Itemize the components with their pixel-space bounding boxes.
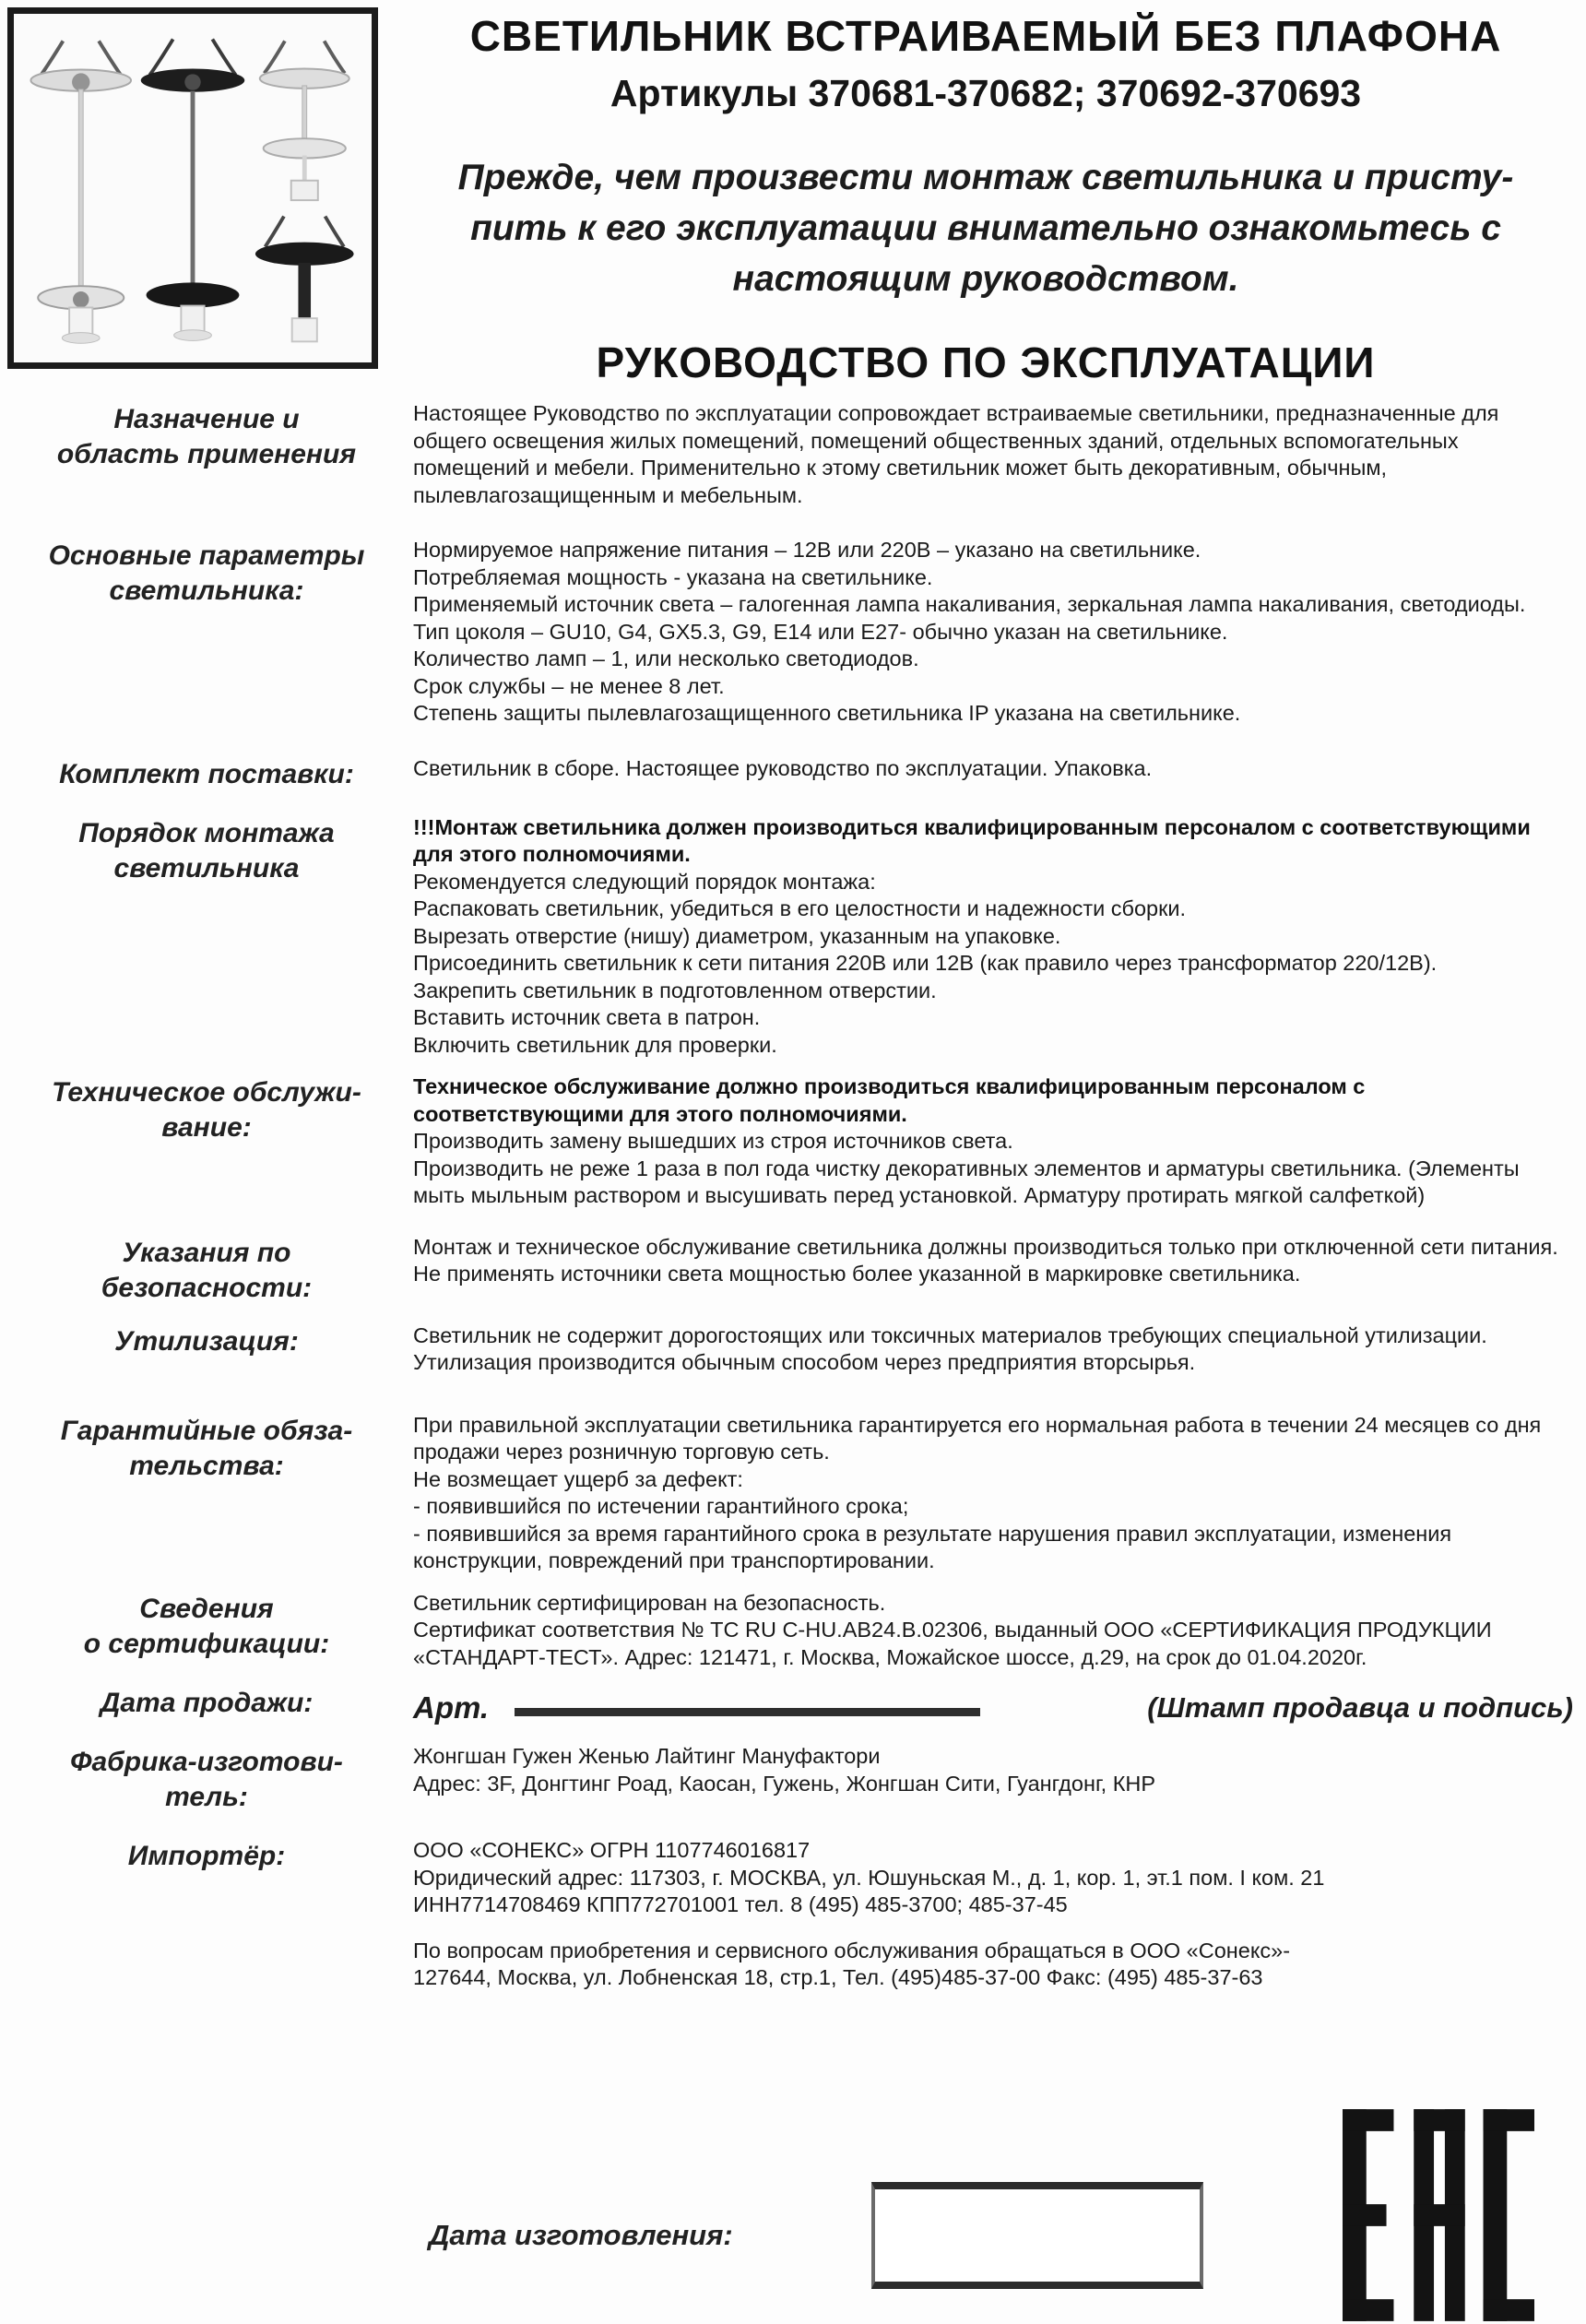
section-body xyxy=(413,1234,1586,1306)
sections xyxy=(0,400,1586,1992)
paragraph: Не возмещает ущерб за дефект: xyxy=(413,1466,743,1491)
section-label xyxy=(0,755,413,792)
section-body xyxy=(413,755,1586,792)
label-line: Указания по xyxy=(122,1237,291,1268)
section-safety xyxy=(0,1234,1586,1306)
paragraph: Нормируемое напряжение питания – 12В или 220В – указано на светильнике. xyxy=(413,538,1201,562)
section-label xyxy=(0,1938,413,1992)
intro-line: пить к его эксплуатации внимательно ознакомьтесь с xyxy=(470,208,1501,248)
label-line: Комплект поставки: xyxy=(59,758,354,789)
paragraph: По вопросам приобретения и сервисного обслуживания обращаться в ООО «Сонекс»- xyxy=(413,1938,1291,1962)
section-body xyxy=(413,1412,1586,1575)
paragraph: Жонгшан Гужен Женью Лайтинг Мануфактори xyxy=(413,1744,881,1768)
recessed-luminaires-image xyxy=(14,14,372,362)
section-importer xyxy=(0,1837,1586,1919)
section-body xyxy=(413,1743,1586,1815)
section-package xyxy=(0,755,1586,792)
intro-note xyxy=(398,152,1573,304)
paragraph: Юридический адрес: 117303, г. МОСКВА, ул. Юшуньская М., д. 1, кор. 1, эт.1 пом. I ком. 21 xyxy=(413,1865,1325,1890)
paragraph: Степень защиты пылевлагозащищенного светильника IP указана на светильнике. xyxy=(413,701,1241,725)
art-label: Арт. xyxy=(413,1690,490,1725)
paragraph: Вырезать отверстие (нишу) диаметром, указанным на упаковке. xyxy=(413,923,1061,948)
eac-mark-logo xyxy=(1343,2108,1534,2322)
manufacture-date-box xyxy=(871,2182,1203,2289)
section-body xyxy=(413,1322,1586,1377)
label-line: о сертификации: xyxy=(83,1628,330,1659)
paragraph: Светильник не содержит дорогостоящих или токсичных материалов требующих специальной утилизации. Утилизация производится обычным способом через предприятия вторсырья. xyxy=(413,1322,1487,1374)
section-mounting xyxy=(0,814,1586,1060)
section-factory xyxy=(0,1743,1586,1815)
paragraph: Потребляемая мощность - указана на светильнике. xyxy=(413,564,933,589)
paragraph: Светильник в сборе. Настоящее руководство по эксплуатации. Упаковка. xyxy=(413,755,1153,780)
paragraph: Адрес: 3F, Донгтинг Роад, Каосан, Гужень, Жонгшан Сити, Гуангдонг, КНР xyxy=(413,1771,1156,1796)
label-line: Утилизация: xyxy=(114,1325,299,1357)
paragraph: При правильной эксплуатации светильника гарантируется его нормальная работа в течении 24 месяцев со дня продажи через розничную торговую сеть. xyxy=(413,1412,1542,1464)
manufacture-date-label: Дата изготовления: xyxy=(429,2219,733,2251)
paragraph: Светильник сертифицирован на безопасность. xyxy=(413,1590,886,1615)
product-image-frame xyxy=(7,7,378,369)
label-line: область применения xyxy=(56,439,357,469)
section-body xyxy=(413,1837,1586,1919)
paragraph: Рекомендуется следующий порядок монтажа: xyxy=(413,869,876,894)
paragraph: Количество ламп – 1, или несколько светодиодов. xyxy=(413,646,919,670)
section-body xyxy=(413,1938,1586,1992)
paragraph: Включить светильник для проверки. xyxy=(413,1032,777,1057)
section-purpose xyxy=(0,400,1586,509)
section-label xyxy=(0,1234,413,1306)
paragraph: Производить замену вышедших из строя источников света. xyxy=(413,1129,1013,1153)
paragraph-bold: !!!Монтаж светильника должен производиться квалифицированным персоналом с соответствующими для этого полномочиями. xyxy=(413,814,1531,866)
section-body xyxy=(413,1073,1586,1210)
section-warranty xyxy=(0,1412,1586,1575)
label-line: Порядок монтажа xyxy=(78,817,335,848)
section-sale-date xyxy=(0,1684,1586,1725)
manual-heading: РУКОВОДСТВО ПО ЭКСПЛУАТАЦИИ xyxy=(596,338,1376,386)
section-label xyxy=(0,1322,413,1377)
paragraph: Сертификат соответствия № ТС RU C-HU.АВ24.В.02306, выданный ООО «СЕРТИФИКАЦИЯ ПРОДУКЦИИ «СТАНДАРТ-ТЕСТ». Адрес: 121471, г. Москва, Можайское шоссе, д.29, на срок до 01.04.2020г. xyxy=(413,1618,1492,1669)
paragraph: Распаковать светильник, убедиться в его целостности и надежности сборки. xyxy=(413,896,1187,920)
label-line: Импортёр: xyxy=(127,1841,286,1871)
section-body xyxy=(413,400,1586,509)
header-text xyxy=(378,7,1586,387)
section-body xyxy=(413,1590,1586,1672)
label-line: Основные параметры xyxy=(48,540,365,571)
paragraph: Закрепить светильник в подготовленном отверстии. xyxy=(413,978,937,1002)
label-line: светильника: xyxy=(109,575,304,606)
section-label xyxy=(0,1743,413,1815)
section-label xyxy=(0,400,413,509)
label-line: Техническое обслужи- xyxy=(52,1077,361,1108)
eac-mark-icon xyxy=(1343,2108,1534,2322)
label-line: тельства: xyxy=(129,1450,284,1481)
paragraph-bold: Техническое обслуживание должно производиться квалифицированным персоналом с соответствующими для этого полномочиями. xyxy=(413,1074,1366,1126)
section-body xyxy=(413,537,1586,728)
intro-line: настоящим руководством. xyxy=(732,259,1239,299)
label-line: Сведения xyxy=(139,1593,274,1624)
section-service-contact xyxy=(0,1938,1586,1992)
paragraph: ИНН7714708469 КПП772701001 тел. 8 (495) 485-3700; 485-37-45 xyxy=(413,1892,1068,1916)
section-label xyxy=(0,1837,413,1919)
intro-line: Прежде, чем произвести монтаж светильника и присту- xyxy=(457,158,1514,197)
paragraph: Монтаж и техническое обслуживание светильника должны производиться только при отключенной сети питания. xyxy=(413,1234,1558,1259)
paragraph: - появившийся за время гарантийного срока в результате нарушения правил эксплуатации, изменения конструкции, повреждений при транспортировании. xyxy=(413,1521,1452,1572)
paragraph: Настоящее Руководство по эксплуатации сопровождает встраиваемые светильники, предназначенные для общего освещения жилых помещений, помещений общественных зданий, отдельных вспомогательных помещений и мебели. Применительно к этому светильник может быть декоративным, обычным, пылевлагозащищенным и мебельным. xyxy=(413,401,1499,507)
paragraph: Производить не реже 1 раза в пол года чистку декоративных элементов и арматуры светильника. (Элементы мыть мыльным раствором и высушивать перед установкой. Арматуру протирать мягкой салфеткой) xyxy=(413,1156,1520,1207)
paragraph: Применяемый источник света – галогенная лампа накаливания, зеркальная лампа накаливания, светодиоды. xyxy=(413,592,1526,616)
page-title: СВЕТИЛЬНИК ВСТРАИВАЕМЫЙ БЕЗ ПЛАФОНА xyxy=(469,12,1502,60)
paragraph: - появившийся по истечении гарантийного срока; xyxy=(413,1494,909,1518)
label-line: Фабрика-изготови- xyxy=(70,1747,343,1777)
section-recycling xyxy=(0,1322,1586,1377)
label-line: светильника xyxy=(113,852,300,883)
section-body xyxy=(413,814,1586,1060)
section-maintenance xyxy=(0,1073,1586,1210)
label-line: Назначение и xyxy=(113,404,300,434)
label-line: Гарантийные обяза- xyxy=(60,1415,353,1446)
label-line: Дата продажи: xyxy=(100,1688,314,1718)
section-certification xyxy=(0,1590,1586,1672)
paragraph: Не применять источники света мощностью более указанной в маркировке светильника. xyxy=(413,1262,1301,1286)
header xyxy=(0,0,1586,387)
section-label xyxy=(0,1412,413,1575)
paragraph: 127644, Москва, ул. Лобненская 18, стр.1, Тел. (495)485-37-00 Факс: (495) 485-37-63 xyxy=(413,1965,1263,1989)
section-label xyxy=(0,537,413,728)
paragraph: Вставить источник света в патрон. xyxy=(413,1005,761,1029)
paragraph: Тип цоколя – GU10, G4, GX5.3, G9, Е14 или Е27- обычно указан на светильнике. xyxy=(413,619,1228,644)
paragraph: Присоединить светильник к сети питания 220В или 12В (как правило через трансформатор 220/12В). xyxy=(413,951,1438,975)
section-label xyxy=(0,1073,413,1210)
stamp-note: (Штамп продавца и подпись) xyxy=(1147,1690,1573,1724)
section-parameters xyxy=(0,537,1586,728)
paragraph: ООО «СОНЕКС» ОГРН 1107746016817 xyxy=(413,1838,811,1862)
label-line: тель: xyxy=(165,1782,248,1812)
section-label xyxy=(0,814,413,1060)
sale-row xyxy=(413,1684,1586,1725)
section-label xyxy=(0,1590,413,1672)
section-label xyxy=(0,1684,413,1721)
art-blank-line xyxy=(515,1708,980,1716)
label-line: безопасности: xyxy=(101,1272,313,1303)
paragraph: Срок службы – не менее 8 лет. xyxy=(413,673,725,698)
articles-line: Артикулы 370681-370682; 370692-370693 xyxy=(610,72,1362,114)
label-line: вание: xyxy=(161,1112,252,1143)
